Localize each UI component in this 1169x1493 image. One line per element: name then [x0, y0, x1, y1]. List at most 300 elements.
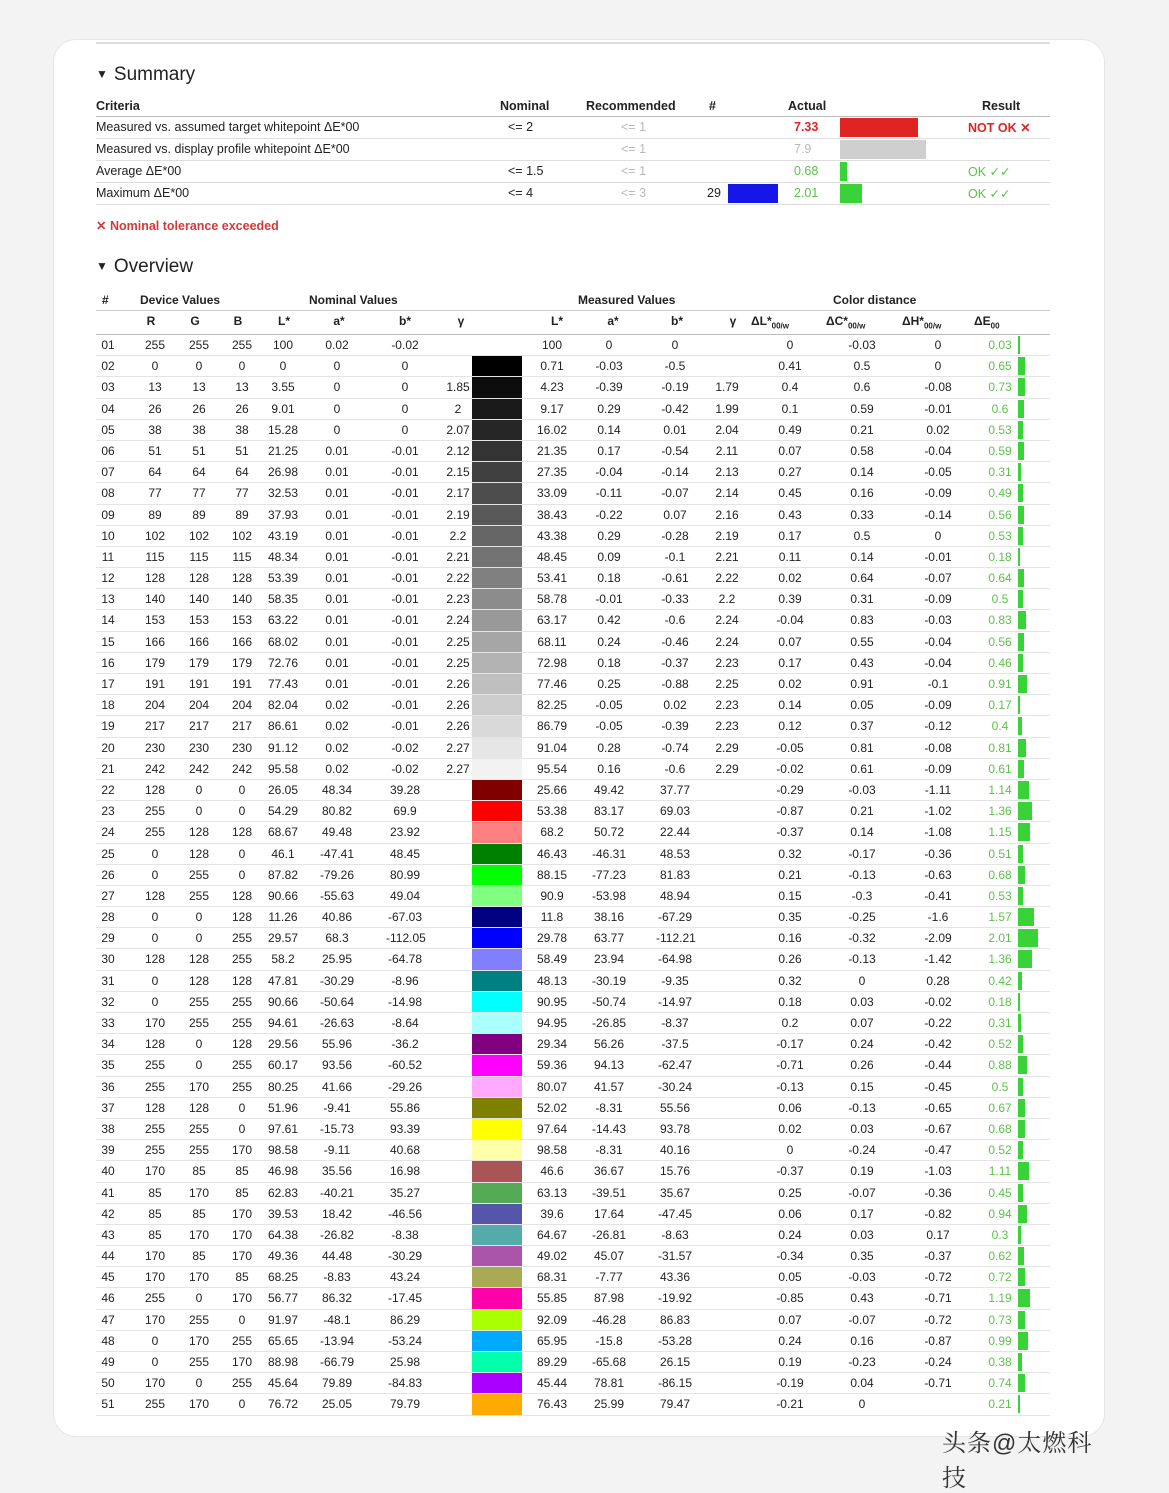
color-swatch: [472, 483, 522, 503]
cell: 0.01: [325, 549, 349, 564]
cell: 2.25: [715, 677, 739, 691]
cell: 0.09: [597, 549, 621, 564]
delta-e-bar: [1018, 696, 1020, 714]
group-color-distance: Color distance: [833, 293, 917, 307]
cell: 0.4: [781, 380, 799, 395]
cell: 170: [231, 1206, 253, 1221]
table-row: [96, 992, 1050, 1013]
cell: 0.14: [850, 825, 874, 840]
table-row: [96, 632, 1050, 653]
cell: 68.31: [536, 1270, 568, 1285]
summary-recommended: <= 3: [621, 186, 647, 200]
cell: 27: [101, 888, 115, 903]
cell: -0.13: [848, 867, 876, 882]
cell: -0.01: [391, 613, 419, 628]
cell: -0.54: [661, 443, 689, 458]
cell: -0.21: [776, 1397, 804, 1412]
color-swatch: [472, 1373, 522, 1393]
overview-heading[interactable]: ▼ Overview: [96, 256, 194, 277]
cell: 0: [151, 931, 159, 946]
cell: 26: [192, 401, 206, 416]
summary-actual-bar: [840, 140, 926, 159]
cell: -0.01: [391, 486, 419, 501]
cell: 0.01: [325, 443, 349, 458]
cell: -9.11: [323, 1143, 351, 1158]
cell: -0.88: [661, 677, 689, 691]
cell: -0.08: [924, 740, 952, 755]
cell: 0.03: [850, 994, 874, 1009]
table-row: [96, 399, 1050, 420]
table-row: [96, 441, 1050, 462]
cell: 36: [101, 1079, 115, 1094]
table-row: [96, 886, 1050, 907]
cell: 49.48: [321, 825, 353, 840]
top-divider: [96, 42, 1050, 44]
cell: 170: [144, 1249, 166, 1264]
cell: 0: [151, 910, 159, 925]
table-row: [96, 1352, 1050, 1373]
cell: -0.47: [924, 1143, 952, 1158]
cell: 0: [333, 359, 341, 374]
delta-e-bar: [1018, 908, 1034, 926]
cell: 33.09: [536, 486, 568, 501]
cell: 25.66: [536, 782, 568, 797]
color-swatch: [472, 1077, 522, 1097]
cell: -8.31: [595, 1100, 623, 1115]
cell: 128: [188, 825, 210, 840]
cell: 80.25: [267, 1079, 299, 1094]
cell: 0.55: [850, 634, 874, 649]
color-swatch: [472, 928, 522, 948]
summary-num: 29: [707, 186, 721, 200]
cell: 1.57: [988, 910, 1012, 925]
cell: 11.8: [540, 910, 564, 925]
cell: 68.2: [540, 825, 564, 840]
cell: 0.52: [988, 1143, 1012, 1158]
table-row: [96, 674, 1050, 695]
cell: 255: [188, 1016, 210, 1030]
table-row: [96, 1013, 1050, 1034]
cell: 170: [231, 1143, 253, 1158]
color-swatch: [472, 844, 522, 864]
cell: 64.67: [536, 1227, 568, 1242]
cell: 255: [144, 338, 166, 352]
cell: 22: [101, 782, 115, 797]
cell: -0.17: [848, 846, 876, 861]
cell: 94.95: [536, 1016, 568, 1030]
cell: 25.99: [593, 1397, 625, 1412]
cell: 128: [231, 825, 253, 840]
delta-e-bar: [1018, 336, 1020, 354]
cell: 45.64: [267, 1376, 299, 1391]
cell: -0.07: [848, 1312, 876, 1327]
cell: 0.72: [988, 1270, 1012, 1285]
summary-nominal: <= 4: [508, 186, 534, 200]
cell: 2.2: [449, 528, 467, 543]
cell: 86.29: [389, 1312, 421, 1327]
table-row: [96, 949, 1050, 970]
cell: 68.02: [267, 634, 299, 649]
cell: -0.36: [924, 846, 952, 861]
cell: 0.17: [850, 1206, 874, 1221]
col-header-R: R: [146, 314, 156, 328]
cell: -0.44: [924, 1058, 952, 1073]
cell: -1.02: [924, 804, 952, 819]
cell: 1.36: [988, 804, 1012, 819]
delta-e-bar: [1018, 993, 1020, 1011]
cell: 0.01: [325, 571, 349, 586]
cell: 03: [101, 380, 115, 395]
cell: -46.56: [387, 1206, 423, 1221]
cell: 170: [188, 1227, 210, 1242]
cell: 77: [192, 486, 206, 501]
table-row: [96, 462, 1050, 483]
table-row: [96, 822, 1050, 843]
cell: 0.53: [988, 888, 1012, 903]
cell: 255: [231, 952, 253, 967]
cell: 55.96: [321, 1037, 353, 1052]
cell: 0.07: [663, 507, 687, 522]
cell: -0.22: [924, 1016, 952, 1030]
table-row: [96, 589, 1050, 610]
cell: -0.01: [391, 698, 419, 713]
cell: 0.17: [778, 655, 802, 670]
cell: 90.66: [267, 994, 299, 1009]
cell: 25.98: [389, 1355, 421, 1369]
cell: 39.28: [389, 782, 421, 797]
cell: 58.2: [271, 952, 295, 967]
cell: 41.66: [321, 1079, 353, 1094]
cell: 0: [195, 931, 203, 946]
cell: -9.35: [661, 973, 689, 988]
table-row: [96, 1267, 1050, 1288]
summary-criteria: Average ΔE*00: [96, 164, 182, 178]
overview-column-header: [96, 311, 1050, 335]
cell: -60.52: [387, 1058, 423, 1073]
cell: -15.73: [319, 1121, 355, 1136]
overview-group-header: [96, 290, 1050, 311]
cell: 79.47: [659, 1397, 691, 1412]
cell: 63.22: [267, 613, 299, 628]
cell: -0.01: [391, 528, 419, 543]
cell: 93.78: [659, 1121, 691, 1136]
cell: 242: [231, 761, 253, 776]
cell: 77.43: [267, 677, 299, 691]
cell: 2.26: [446, 677, 470, 691]
cell: 170: [144, 1312, 166, 1327]
cell: 128: [231, 888, 253, 903]
cell: 49.42: [593, 782, 625, 797]
cell: 28: [101, 910, 115, 925]
cell: 83.17: [593, 804, 625, 819]
color-swatch: [472, 1394, 522, 1414]
table-row: [96, 1183, 1050, 1204]
cell: 59.36: [536, 1058, 568, 1073]
delta-e-bar: [1018, 378, 1025, 396]
col-result: Result: [982, 99, 1021, 113]
overview-table: [96, 290, 1050, 1416]
cell: 204: [188, 698, 210, 713]
cell: 166: [231, 634, 253, 649]
cell: 21: [101, 761, 115, 776]
cell: 0.38: [988, 1355, 1012, 1369]
cell: 128: [188, 1100, 210, 1115]
table-row: [96, 1098, 1050, 1119]
cell: 49: [101, 1355, 115, 1369]
cell: 72.76: [267, 655, 299, 670]
cell: 0: [786, 1143, 794, 1158]
cell: 217: [231, 719, 253, 734]
cell: 170: [188, 1397, 210, 1412]
summary-result: OK ✓✓: [968, 187, 1011, 201]
cell: -0.32: [848, 931, 876, 946]
cell: 0: [151, 994, 159, 1009]
cell: -15.8: [595, 1333, 623, 1348]
cell: 46.98: [267, 1164, 299, 1179]
table-row: [96, 716, 1050, 737]
cell: 06: [101, 443, 115, 458]
cell: 50: [101, 1376, 115, 1391]
cell: 2.21: [715, 549, 739, 564]
cell: 0: [786, 338, 794, 352]
cell: 255: [231, 1333, 253, 1348]
cell: 0: [333, 380, 341, 395]
cell: -0.37: [776, 1164, 804, 1179]
cell: 0.39: [778, 592, 802, 607]
cell: -0.14: [924, 507, 952, 522]
cell: 2.14: [715, 486, 739, 501]
cell: 255: [188, 338, 210, 352]
cell: 2.29: [715, 740, 739, 755]
cell: -0.71: [924, 1291, 952, 1306]
cell: -0.3: [851, 888, 873, 903]
cell: 0.68: [988, 867, 1012, 882]
cell: 255: [188, 1355, 210, 1369]
cell: 29.56: [267, 1037, 299, 1052]
cell: 0.02: [778, 571, 802, 586]
table-row: [96, 1119, 1050, 1140]
cell: 55.86: [389, 1100, 421, 1115]
cell: -0.82: [924, 1206, 952, 1221]
cell: 0.31: [988, 465, 1012, 480]
cell: 0: [401, 422, 409, 437]
cell: 0.73: [988, 380, 1012, 395]
cell: 0.29: [597, 528, 621, 543]
cell: -0.07: [924, 571, 952, 586]
cell: 2.26: [446, 719, 470, 734]
cell: 2.13: [715, 465, 739, 480]
color-swatch: [472, 738, 522, 758]
cell: 0.1: [781, 401, 799, 416]
delta-e-bar: [1018, 1184, 1023, 1202]
cell: 204: [231, 698, 253, 713]
summary-actual: 2.01: [794, 186, 819, 200]
cell: 22.44: [659, 825, 691, 840]
cell: 82.25: [536, 698, 568, 713]
cell: 128: [144, 952, 166, 967]
cell: -0.02: [776, 761, 804, 776]
cell: 0.61: [850, 761, 874, 776]
cell: 89: [192, 507, 206, 522]
cell: 1.99: [715, 401, 739, 416]
cell: -0.5: [664, 359, 686, 374]
cell: 0.51: [988, 846, 1012, 861]
cell: 170: [144, 1164, 166, 1179]
color-swatch: [472, 462, 522, 482]
cell: -0.02: [391, 761, 419, 776]
delta-e-bar: [1018, 1311, 1025, 1329]
cell: 128: [188, 571, 210, 586]
cell: 0.17: [778, 528, 802, 543]
cell: -29.26: [387, 1079, 423, 1094]
cell: -48.1: [323, 1312, 351, 1327]
table-row: [96, 568, 1050, 589]
cell: 0.33: [850, 507, 874, 522]
cell: 0.17: [988, 698, 1012, 713]
cell: 255: [188, 994, 210, 1009]
cell: 48: [101, 1333, 115, 1348]
color-swatch: [472, 1204, 522, 1224]
cell: 2.22: [715, 571, 739, 586]
cell: 0: [279, 359, 287, 374]
delta-e-bar: [1018, 506, 1024, 524]
cell: -0.33: [661, 592, 689, 607]
summary-actual-bar: [840, 118, 918, 137]
delta-e-bar: [1018, 1374, 1025, 1392]
cell: 86.32: [321, 1291, 353, 1306]
cell: -40.21: [319, 1185, 355, 1200]
delta-e-bar: [1018, 484, 1023, 502]
cell: 0: [934, 528, 942, 543]
cell: 0: [195, 1376, 203, 1391]
cell: 0.29: [597, 401, 621, 416]
cell: 45.07: [593, 1249, 625, 1264]
cell: 78.81: [593, 1376, 625, 1391]
cell: -46.31: [591, 846, 627, 861]
cell: 242: [188, 761, 210, 776]
cell: 23.92: [389, 825, 421, 840]
cell: -19.92: [657, 1291, 693, 1306]
cell: -0.03: [848, 782, 876, 797]
summary-heading[interactable]: ▼ Summary: [96, 64, 196, 85]
color-swatch: [472, 547, 522, 567]
cell: 40.86: [321, 910, 353, 925]
table-row: [96, 801, 1050, 822]
cell: 41.57: [593, 1079, 625, 1094]
cell: -0.07: [661, 486, 689, 501]
cell: 11.26: [268, 910, 298, 925]
cell: 32.53: [267, 486, 299, 501]
cell: 95.58: [267, 761, 299, 776]
cell: 0.01: [325, 634, 349, 649]
cell: 0.27: [778, 465, 802, 480]
cell: -0.09: [924, 761, 952, 776]
cell: 0.65: [988, 359, 1012, 374]
cell: -30.19: [591, 973, 627, 988]
cell: -37.5: [661, 1037, 689, 1052]
cell: 97.61: [267, 1121, 299, 1136]
cell: 255: [188, 867, 210, 882]
cell: 115: [145, 549, 165, 564]
cell: 80.07: [536, 1079, 568, 1094]
cell: 0.45: [988, 1185, 1012, 1200]
cell: 0.91: [988, 677, 1012, 691]
cell: -0.07: [848, 1185, 876, 1200]
cell: -0.39: [595, 380, 623, 395]
summary-row: [96, 161, 1050, 183]
cell: -0.04: [776, 613, 804, 628]
table-row: [96, 1373, 1050, 1394]
cell: 45.44: [536, 1376, 568, 1391]
color-swatch: [472, 568, 522, 588]
cell: 0.67: [988, 1100, 1012, 1115]
cell: 0.5: [991, 592, 1009, 607]
cell: 31: [101, 973, 115, 988]
cell: 23: [101, 804, 115, 819]
delta-e-bar: [1018, 1078, 1023, 1096]
cell: 42: [101, 1206, 115, 1221]
cell: -1.42: [924, 952, 952, 967]
cell: -7.77: [595, 1270, 623, 1285]
cell: 0.03: [850, 1227, 874, 1242]
table-row: [96, 971, 1050, 992]
cell: 68.11: [537, 634, 567, 649]
cell: 01: [101, 338, 115, 352]
cell: 255: [231, 1016, 253, 1030]
cell: 0.68: [988, 1121, 1012, 1136]
cell: 0.42: [597, 613, 621, 628]
cell: 43: [101, 1227, 115, 1242]
cell: 91.04: [536, 740, 568, 755]
cell: 69.9: [393, 804, 417, 819]
table-row: [96, 1310, 1050, 1331]
cell: 0.16: [597, 761, 621, 776]
cell: 64: [148, 465, 162, 480]
cell: 0.11: [778, 549, 802, 564]
cell: 0: [238, 1100, 246, 1115]
cell: 0.73: [988, 1312, 1012, 1327]
cell: 0.16: [778, 931, 802, 946]
cell: 35.27: [389, 1185, 421, 1200]
cell: -8.63: [661, 1227, 689, 1242]
cell: 0: [195, 359, 203, 374]
cell: 128: [144, 571, 166, 586]
cell: 85: [148, 1227, 162, 1242]
cell: 217: [188, 719, 210, 734]
cell: 0.01: [325, 507, 349, 522]
cell: -0.37: [661, 655, 689, 670]
cell: 46.1: [271, 846, 295, 861]
cell: 179: [188, 655, 210, 670]
cell: -0.74: [661, 740, 689, 755]
cell: 68.3: [325, 931, 349, 946]
cell: 0.02: [325, 761, 349, 776]
cell: 255: [144, 1121, 166, 1136]
cell: 95.54: [536, 761, 568, 776]
cell: 56.77: [267, 1291, 299, 1306]
cell: 26: [148, 401, 162, 416]
cell: -0.02: [391, 338, 419, 352]
cell: -8.83: [323, 1270, 351, 1285]
cell: 48.45: [389, 846, 421, 861]
cell: 15.76: [659, 1164, 691, 1179]
summary-row: [96, 139, 1050, 161]
cell: 10: [101, 528, 115, 543]
delta-e-bar: [1018, 1099, 1025, 1117]
collapse-triangle-icon: ▼: [96, 67, 108, 81]
table-row: [96, 356, 1050, 377]
cell: 0.91: [850, 677, 874, 691]
